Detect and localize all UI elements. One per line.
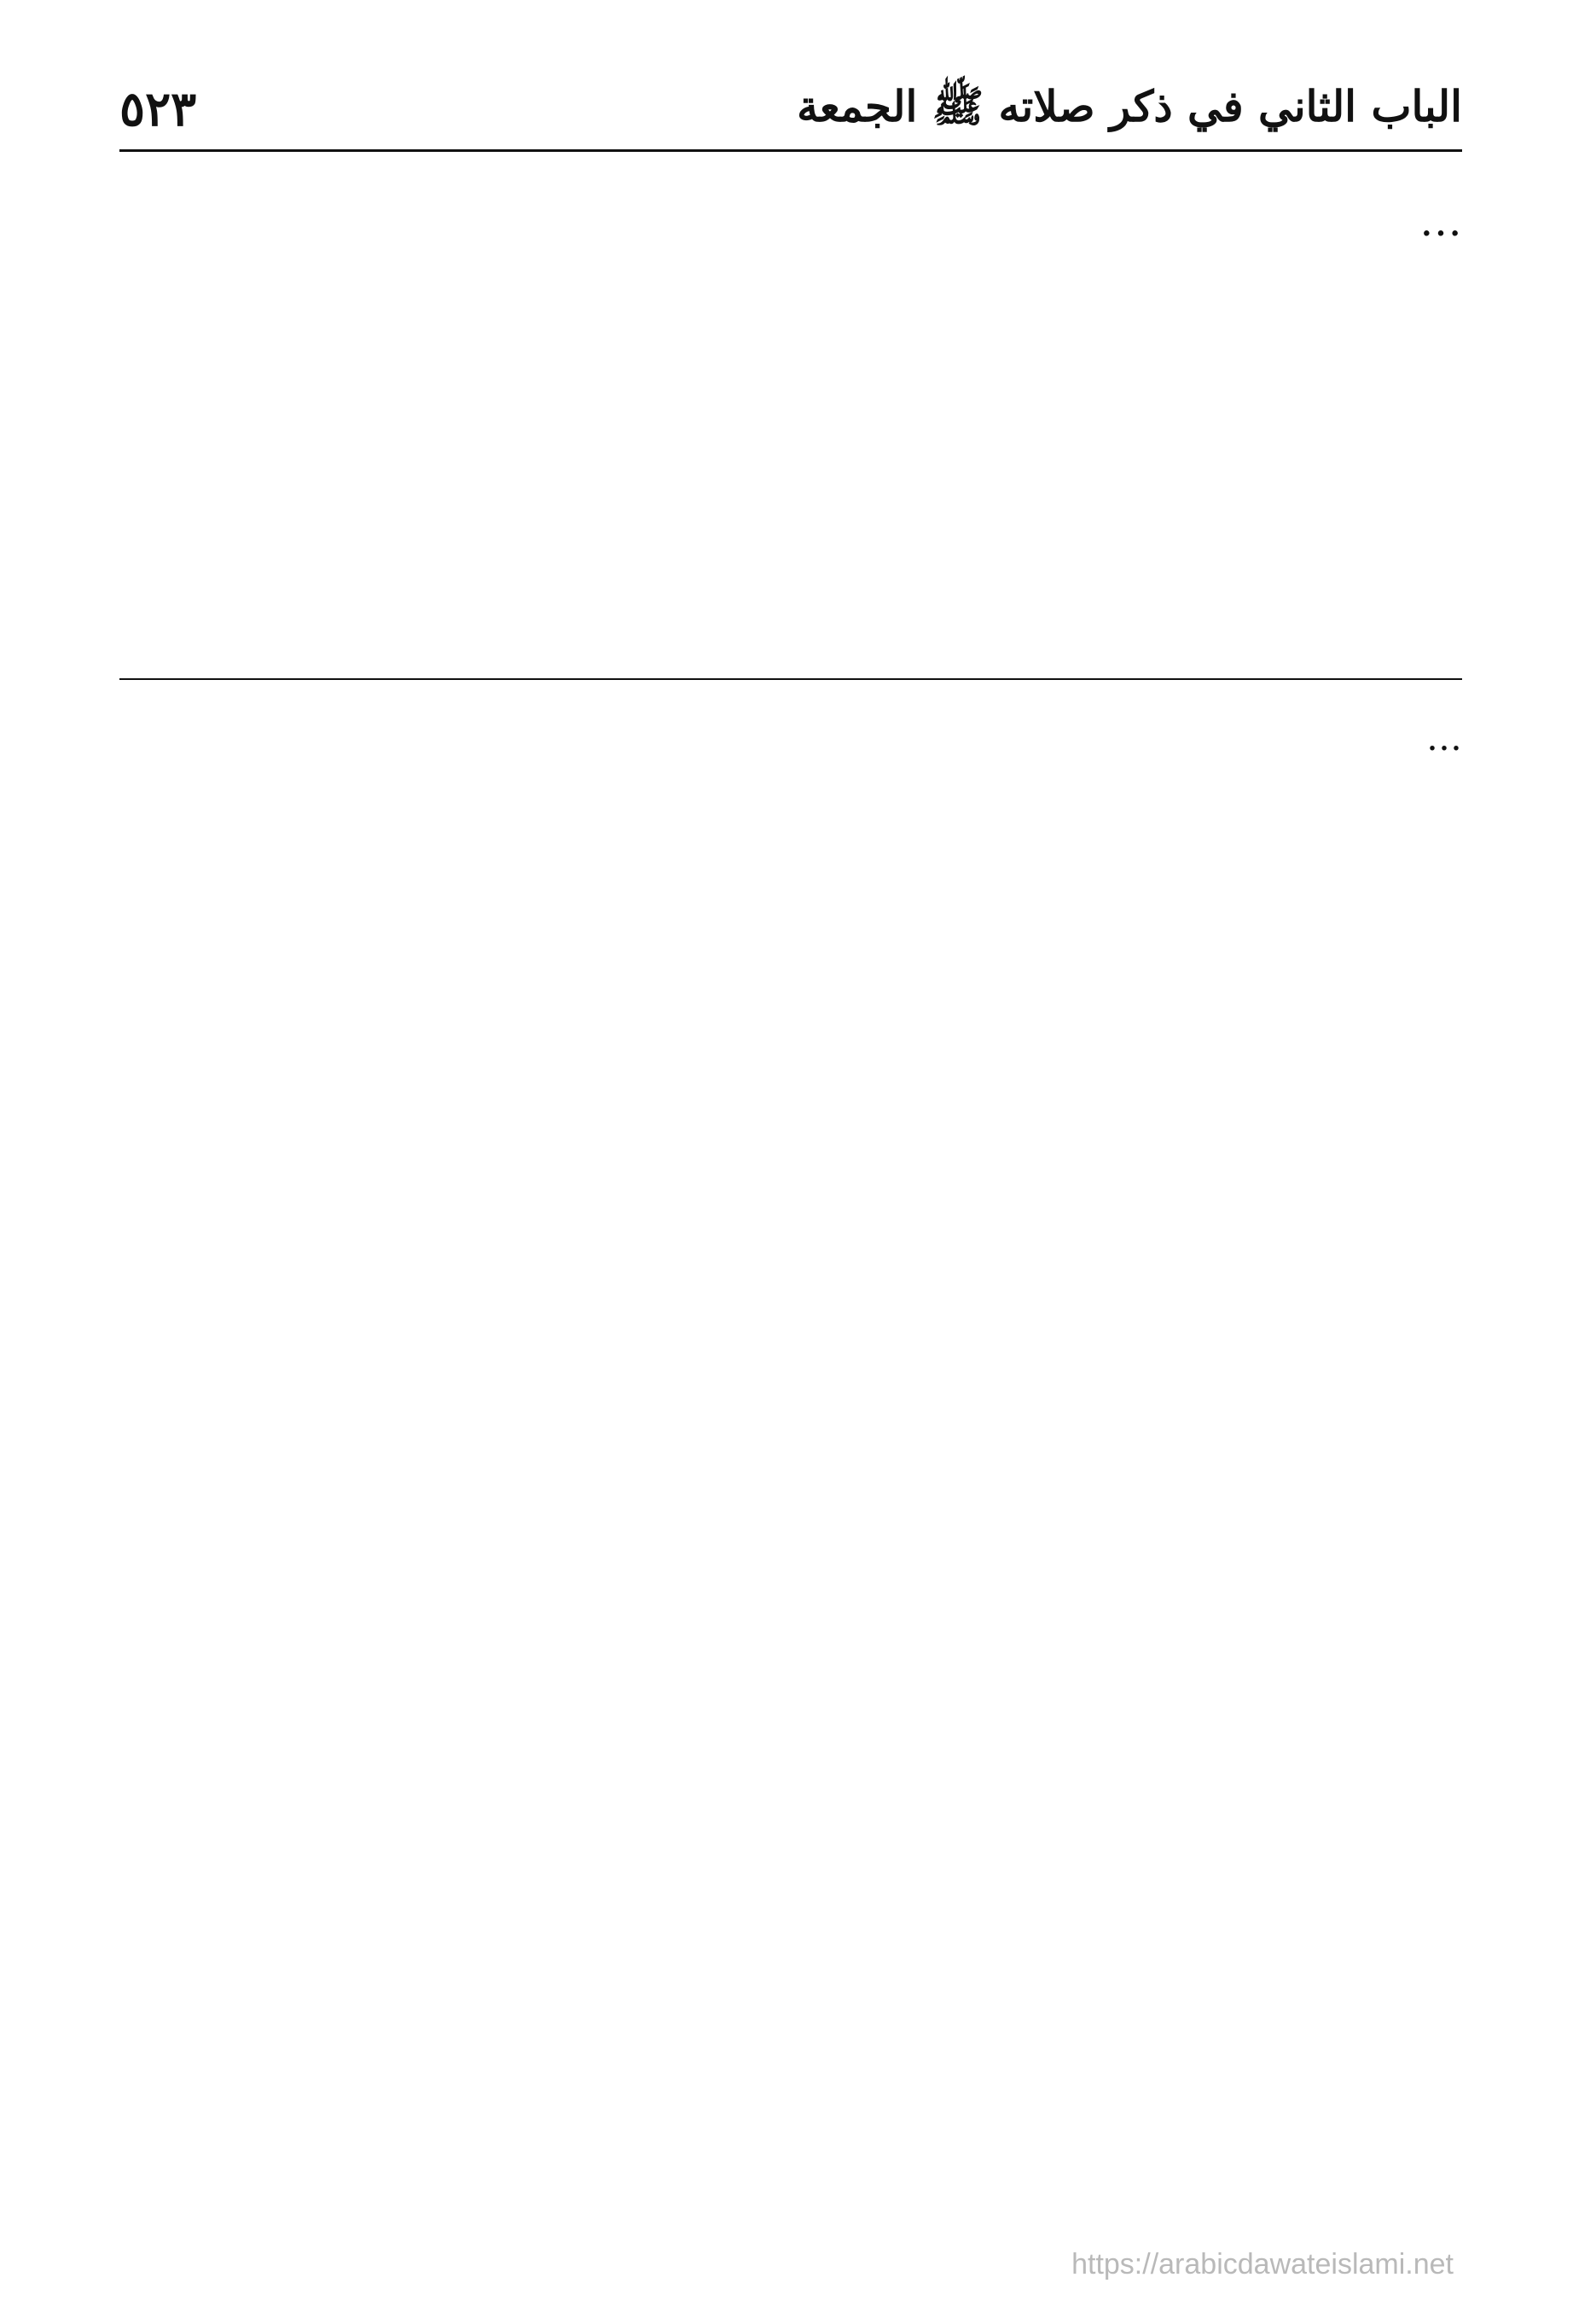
footnote-rule <box>119 678 1462 680</box>
commentary-paragraph: … <box>1426 717 1462 758</box>
watermark-url: https://arabicdawateislami.net <box>1071 2248 1454 2280</box>
main-text <box>119 179 1462 273</box>
page-number: ٥٢٣ <box>119 81 197 137</box>
main-paragraph: … <box>1419 196 1462 246</box>
header-rule <box>119 149 1462 152</box>
page-header <box>119 81 1462 141</box>
running-title: الباب الثاني في ذكر صلاته ﷺ الجمعة <box>797 81 1462 131</box>
commentary <box>119 700 1462 787</box>
